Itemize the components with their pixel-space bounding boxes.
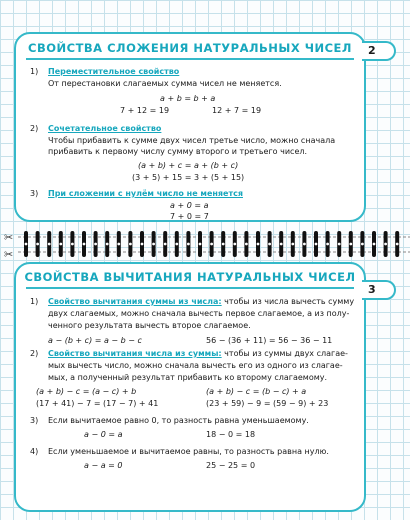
formula: (a + b) − c = (a − c) + b bbox=[36, 387, 137, 396]
item-number: 1) bbox=[30, 67, 39, 76]
item-text: От перестановки слагаемых сумма чисел не меняется. bbox=[48, 79, 282, 88]
example: 7 + 12 = 19 bbox=[120, 106, 170, 115]
item-number: 2) bbox=[30, 124, 39, 133]
example: (23 + 59) − 9 = (59 − 9) + 23 bbox=[206, 399, 329, 408]
page-number-tab bbox=[362, 41, 396, 61]
spiral-hole bbox=[152, 243, 155, 246]
item-text: двух слагаемых, можно сначала вычесть первое слагаемое, а из полу- bbox=[48, 309, 350, 318]
spiral-hole bbox=[222, 243, 225, 246]
spiral-hole bbox=[396, 243, 399, 246]
addition-properties-card bbox=[14, 32, 376, 222]
formula: (a + b) + c = a + (b + c) bbox=[138, 161, 239, 170]
spiral-hole bbox=[210, 243, 213, 246]
item-heading: Свойство вычитания суммы из числа: bbox=[48, 297, 222, 306]
spiral-hole bbox=[83, 243, 86, 246]
item-text: мых вычесть число, можно сначала вычесть его из одного из слагае- bbox=[48, 361, 343, 370]
spiral-hole bbox=[141, 243, 144, 246]
item-number: 3) bbox=[30, 416, 39, 425]
spiral-hole bbox=[268, 243, 271, 246]
subtraction-properties-card bbox=[14, 262, 376, 512]
item-number: 4) bbox=[30, 447, 39, 456]
item-text bbox=[48, 349, 348, 359]
item-text: Если уменьшаемое и вычитаемое равны, то разность равна нулю. bbox=[48, 447, 329, 456]
item-text: чтобы из числа вычесть сумму bbox=[221, 297, 355, 306]
item-heading: Переместительное свойство bbox=[48, 67, 180, 76]
item-text: прибавить к первому числу сумму второго и третьего чисел. bbox=[48, 147, 308, 156]
item-number: 2) bbox=[30, 349, 39, 358]
spiral-hole bbox=[71, 243, 74, 246]
item-number: 1) bbox=[30, 297, 39, 306]
spiral-hole bbox=[291, 243, 294, 246]
item-text: мых, а полученный результат прибавить ко второму слагаемому. bbox=[48, 373, 328, 382]
spiral-hole bbox=[25, 243, 28, 246]
spiral-hole bbox=[303, 243, 306, 246]
item-heading: При сложении с нулём число не меняется bbox=[48, 189, 243, 198]
spiral-hole bbox=[280, 243, 283, 246]
spiral-hole bbox=[245, 243, 248, 246]
spiral-hole bbox=[94, 243, 97, 246]
item-number: 3) bbox=[30, 189, 39, 198]
spiral-hole bbox=[117, 243, 120, 246]
formula: a + 0 = a bbox=[170, 201, 209, 210]
example: (17 + 41) − 7 = (17 − 7) + 41 bbox=[36, 399, 159, 408]
item-text: ченного результата вычесть второе слагаемое. bbox=[48, 321, 251, 330]
spiral-hole bbox=[257, 243, 260, 246]
spiral-hole bbox=[361, 243, 364, 246]
page-number-tab bbox=[362, 280, 396, 300]
spiral-hole bbox=[175, 243, 178, 246]
spiral-hole bbox=[164, 243, 167, 246]
page-title: СВОЙСТВА ВЫЧИТАНИЯ НАТУРАЛЬНЫХ ЧИСЕЛ bbox=[24, 270, 356, 284]
spiral-hole bbox=[326, 243, 329, 246]
example: 25 − 25 = 0 bbox=[206, 461, 256, 470]
spiral-hole bbox=[129, 243, 132, 246]
title-divider bbox=[26, 58, 354, 60]
page-number: 2 bbox=[368, 44, 376, 57]
page-title: СВОЙСТВА СЛОЖЕНИЯ НАТУРАЛЬНЫХ ЧИСЕЛ bbox=[28, 41, 352, 55]
example: 18 − 0 = 18 bbox=[206, 430, 256, 439]
spiral-hole bbox=[349, 243, 352, 246]
example: 12 + 7 = 19 bbox=[212, 106, 262, 115]
spiral-binding bbox=[0, 226, 410, 260]
formula: a − 0 = a bbox=[84, 430, 123, 439]
spiral-hole bbox=[59, 243, 62, 246]
formula: a + b = b + a bbox=[160, 94, 216, 103]
spiral-hole bbox=[315, 243, 318, 246]
scissors-icon: ✂ bbox=[4, 248, 14, 261]
item-text: Если вычитаемое равно 0, то разность равна уменьшаемому. bbox=[48, 416, 309, 425]
spiral-hole bbox=[384, 243, 387, 246]
spiral-hole bbox=[233, 243, 236, 246]
page-number: 3 bbox=[368, 283, 376, 296]
formula: a − a = 0 bbox=[84, 461, 123, 470]
item-heading: Свойство вычитания числа из суммы: bbox=[48, 349, 222, 358]
formula: a − (b + c) = a − b − c bbox=[48, 336, 142, 345]
example: 56 − (36 + 11) = 56 − 36 − 11 bbox=[206, 336, 333, 345]
item-text: Чтобы прибавить к сумме двух чисел третье число, можно сначала bbox=[48, 136, 336, 145]
spiral-hole bbox=[373, 243, 376, 246]
formula: (a + b) − c = (b − c) + a bbox=[206, 387, 307, 396]
example: 7 + 0 = 7 bbox=[170, 212, 209, 221]
example: (3 + 5) + 15 = 3 + (5 + 15) bbox=[132, 173, 245, 182]
scissors-icon: ✂ bbox=[4, 231, 14, 244]
spiral-hole bbox=[36, 243, 39, 246]
item-text bbox=[48, 297, 354, 307]
spiral-hole bbox=[199, 243, 202, 246]
spiral-hole bbox=[106, 243, 109, 246]
item-heading: Сочетательное свойство bbox=[48, 124, 162, 133]
title-divider bbox=[26, 287, 354, 289]
spiral-hole bbox=[338, 243, 341, 246]
spiral-hole bbox=[48, 243, 51, 246]
item-text: чтобы из суммы двух слагае- bbox=[221, 349, 348, 358]
spiral-hole bbox=[187, 243, 190, 246]
